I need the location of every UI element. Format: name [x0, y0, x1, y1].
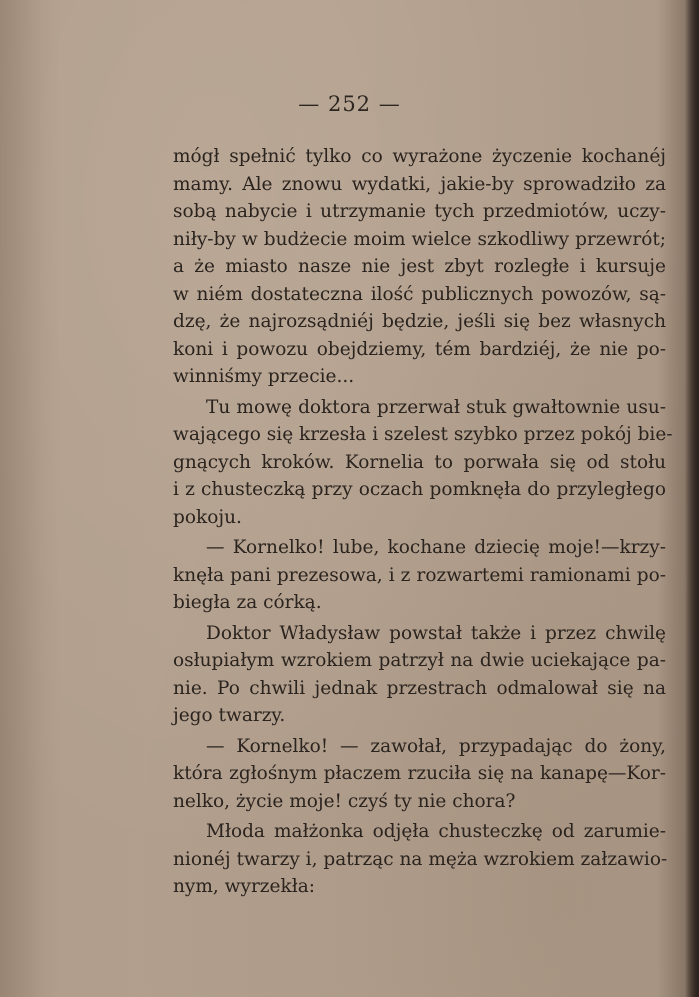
text-line: niły-by w budżecie moim wielce szkodliwy przewrót;: [173, 228, 666, 250]
text-line: Tu mowę doktora przerwał stuk gwałtownie usu-: [206, 396, 666, 418]
page-number: — 252 —: [298, 92, 401, 116]
text-line: biegła za córką.: [173, 592, 322, 613]
text-line: jego twarzy.: [173, 705, 286, 726]
text-line: a że miasto nasze nie jest zbyt rozległe i kursuje: [173, 256, 666, 277]
text-line: knęła pani prezesowa, i z rozwartemi ramionami po-: [173, 564, 666, 586]
text-line: Doktor Władysław powstał także i przez chwilę: [206, 622, 666, 644]
text-line: — Kornelko! — zawołał, przypadając do żony,: [206, 735, 666, 757]
text-line: Młoda małżonka odjęła chusteczkę od zarumie-: [206, 821, 666, 842]
body-text: [173, 143, 673, 901]
text-line: w niém dostateczna ilość publicznych powozów, są-: [173, 283, 666, 305]
text-line: gnących kroków. Kornelia to porwała się od stołu: [173, 451, 666, 473]
text-line: osłupiałym wzrokiem patrzył na dwie uciekające pa-: [173, 650, 666, 671]
text-line: nym, wyrzekła:: [173, 876, 315, 897]
text-line: wającego się krzesła i szelest szybko przez pokój bie-: [173, 424, 673, 445]
text-line: nie. Po chwili jednak przestrach odmalował się na: [173, 677, 666, 699]
text-line: winniśmy przecie...: [173, 366, 355, 387]
page-right-edge: [685, 0, 699, 997]
text-line: nionéj twarzy i, patrząc na męża wzrokiem załzawio-: [173, 848, 668, 870]
text-line: nelko, życie moje! czyś ty nie chora?: [173, 790, 516, 812]
text-line: która zgłośnym płaczem rzuciła się na kanapę—Kor-: [173, 763, 666, 784]
text-line: i z chusteczką przy oczach pomknęła do przyległego: [173, 479, 666, 500]
text-line: koni i powozu obejdziemy, tém bardziéj, że nie po-: [173, 338, 666, 360]
text-line: mógł spełnić tylko co wyrażone życzenie kochanéj: [173, 146, 666, 167]
text-line: mamy. Ale znowu wydatki, jakie-by sprowadziło za: [173, 173, 666, 195]
text-line: pokoju.: [173, 506, 242, 528]
page-left-shadow: [0, 0, 60, 997]
text-line: — Kornelko! lube, kochane dziecię moje!—krzy-: [206, 537, 666, 558]
text-line: sobą nabycie i utrzymanie tych przedmiotów, uczy-: [173, 201, 666, 222]
text-line: dzę, że najrozsądniéj będzie, jeśli się bez własnych: [173, 311, 666, 332]
